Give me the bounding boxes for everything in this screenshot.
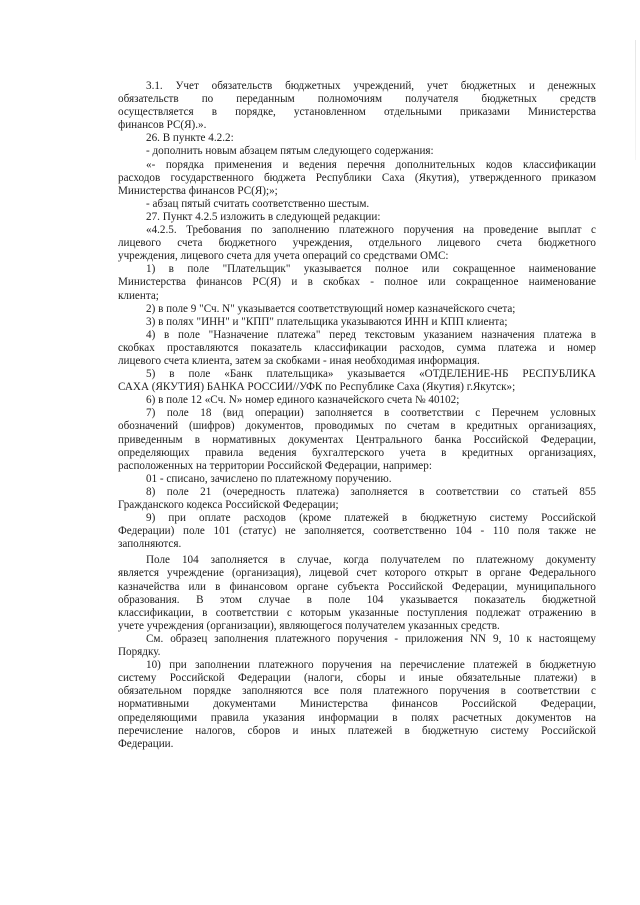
paragraph bbox=[118, 303, 596, 316]
text-line: обозначений (шифров) документов, проводимых по счетам в кредитных организациях, bbox=[118, 420, 596, 433]
text-line: 1) в поле "Плательщик" указывается полное или сокращенное наименование bbox=[146, 263, 596, 276]
paragraph bbox=[118, 159, 596, 198]
text-line: - абзац пятый считать соответственно шестым. bbox=[146, 197, 370, 210]
text-line: Порядку. bbox=[118, 646, 161, 659]
text-line: 27. Пункт 4.2.5 изложить в следующей редакции: bbox=[146, 210, 381, 223]
text-line: См. образец заполнения платежного поручения - приложения NN 9, 10 к настоящему bbox=[146, 632, 596, 645]
text-line: Гражданского кодекса Российской Федерации; bbox=[118, 499, 339, 511]
text-line: систему Российской Федерации (налоги, сборы и иные обязательные платежи) в bbox=[118, 672, 596, 685]
paragraph bbox=[118, 633, 596, 659]
document-body bbox=[118, 80, 596, 751]
text-line: учреждения, лицевого счета для учета операций со средствами ОМС: bbox=[118, 250, 449, 263]
paragraph bbox=[118, 132, 596, 145]
text-line: приведенным в нормативных документах Центрального банка Российской Федерации, bbox=[118, 433, 596, 446]
text-line: финансов РС(Я).». bbox=[118, 119, 207, 132]
paragraph bbox=[118, 316, 596, 329]
paragraph bbox=[118, 407, 596, 472]
text-line: обязательном порядке заполняются все поля платежного поручения в соответствии с bbox=[118, 685, 596, 698]
text-line: расположенных на территории Российской Федерации, например: bbox=[118, 459, 432, 472]
text-line: Федерации) поле 101 (статус) не заполняется, соответственно 104 - 110 поля также не bbox=[118, 525, 596, 538]
text-line: скобках проставляются показатель классификации расходов, сумма платежа и номер bbox=[118, 341, 596, 354]
text-line: 9) при оплате расходов (кроме платежей в бюджетную систему Российской bbox=[146, 512, 596, 525]
paragraph bbox=[118, 368, 596, 394]
text-line: 8) поле 21 (очередность платежа) заполняется в соответствии со статьей 855 bbox=[146, 485, 596, 498]
paragraph bbox=[118, 329, 596, 368]
text-line: перечисление налогов, сборов и иных платежей в бюджетную систему Российской bbox=[118, 724, 596, 737]
text-line: 2) в поле 9 "Сч. N" указывается соответствующий номер казначейского счета; bbox=[146, 302, 516, 315]
paragraph bbox=[118, 80, 596, 132]
paragraph bbox=[118, 145, 596, 158]
paragraph bbox=[118, 394, 596, 407]
paragraph bbox=[118, 263, 596, 302]
text-line: лицевого счета клиента, затем за скобками - иная необходимая информация. bbox=[118, 354, 480, 367]
text-line: 6) в поле 12 «Сч. N» номер единого казначейского счета № 40102; bbox=[146, 394, 460, 407]
paragraph bbox=[118, 198, 596, 211]
text-line: является учреждение (организация), лицевой счет которого открыт в органе Федерального bbox=[118, 567, 596, 580]
text-line: определяющими правила указания информации в полях расчетных документов на bbox=[118, 711, 596, 724]
text-line: учете учреждения (организации), являющегося получателем указанных средств. bbox=[118, 619, 500, 632]
text-line: заполняются. bbox=[118, 538, 182, 551]
text-line: 10) при заполнении платежного поручения на перечисление платежей в бюджетную bbox=[146, 659, 596, 672]
text-line: 3.1. Учет обязательств бюджетных учреждений, учет бюджетных и денежных bbox=[146, 80, 596, 92]
text-line: лицевого счета бюджетного учреждения, отдельного лицевого счета бюджетного bbox=[118, 237, 596, 250]
text-line: Федерации. bbox=[118, 737, 174, 750]
text-line: «- порядка применения и ведения перечня дополнительных кодов классификации bbox=[146, 158, 596, 171]
paragraph bbox=[118, 512, 596, 551]
paragraph bbox=[118, 554, 596, 633]
text-line: Министерства финансов РС(Я) и в скобках - полное или сокращенное наименование bbox=[118, 276, 596, 289]
text-line: 7) поле 18 (вид операции) заполняется в соответствии с Перечнем условных bbox=[146, 407, 596, 420]
paragraph bbox=[118, 211, 596, 224]
scan-edge-mark bbox=[635, 40, 636, 160]
text-line: нормативными документами Министерства финансов Российской Федерации, bbox=[118, 698, 596, 711]
text-line: Поле 104 заполняется в случае, когда получателем по платежному документу bbox=[146, 554, 596, 567]
text-line: казначейства или в финансовом органе субъекта Российской Федерации, муниципального bbox=[118, 580, 596, 593]
text-line: 26. В пункте 4.2.2: bbox=[146, 132, 234, 145]
text-line: Министерства финансов РС(Я);»; bbox=[118, 184, 278, 197]
text-line: образования. В этом случае в поле 104 указывается показатель бюджетной bbox=[118, 593, 596, 606]
text-line: 4) в поле "Назначение платежа" перед текстовым указанием назначения платежа в bbox=[146, 328, 596, 341]
text-line: клиента; bbox=[118, 289, 159, 302]
text-line: - дополнить новым абзацем пятым следующего содержания: bbox=[146, 145, 434, 158]
text-line: классификации, в соответствии с которым указанные поступления подлежат отражению в bbox=[118, 606, 596, 619]
text-line: 3) в полях "ИНН" и "КПП" плательщика указываются ИНН и КПП клиента; bbox=[146, 315, 508, 328]
paragraph bbox=[118, 659, 596, 751]
text-line: 01 - списано, зачислено по платежному поручению. bbox=[146, 472, 392, 485]
text-line: САХА (ЯКУТИЯ) БАНКА РОССИИ//УФК по Республике Саха (Якутия) г.Якутск»; bbox=[118, 381, 516, 394]
text-line: определяющих правила ведения бухгалтерского учета в кредитных организациях, bbox=[118, 446, 596, 459]
text-line: расходов государственного бюджета Республики Саха (Якутия), утвержденного приказом bbox=[118, 171, 596, 184]
paragraph bbox=[118, 473, 596, 486]
text-line: 5) в поле «Банк плательщика» указывается «ОТДЕЛЕНИЕ-НБ РЕСПУБЛИКА bbox=[146, 368, 596, 381]
text-line: осуществляется в порядке, установленном отдельными приказами Министерства bbox=[118, 106, 596, 119]
text-line: обязательств по переданным полномочиям получателя бюджетных средств bbox=[118, 93, 596, 106]
text-line: «4.2.5. Требования по заполнению платежного поручения на проведение выплат с bbox=[146, 224, 596, 237]
paragraph bbox=[118, 486, 596, 512]
paragraph bbox=[118, 224, 596, 263]
